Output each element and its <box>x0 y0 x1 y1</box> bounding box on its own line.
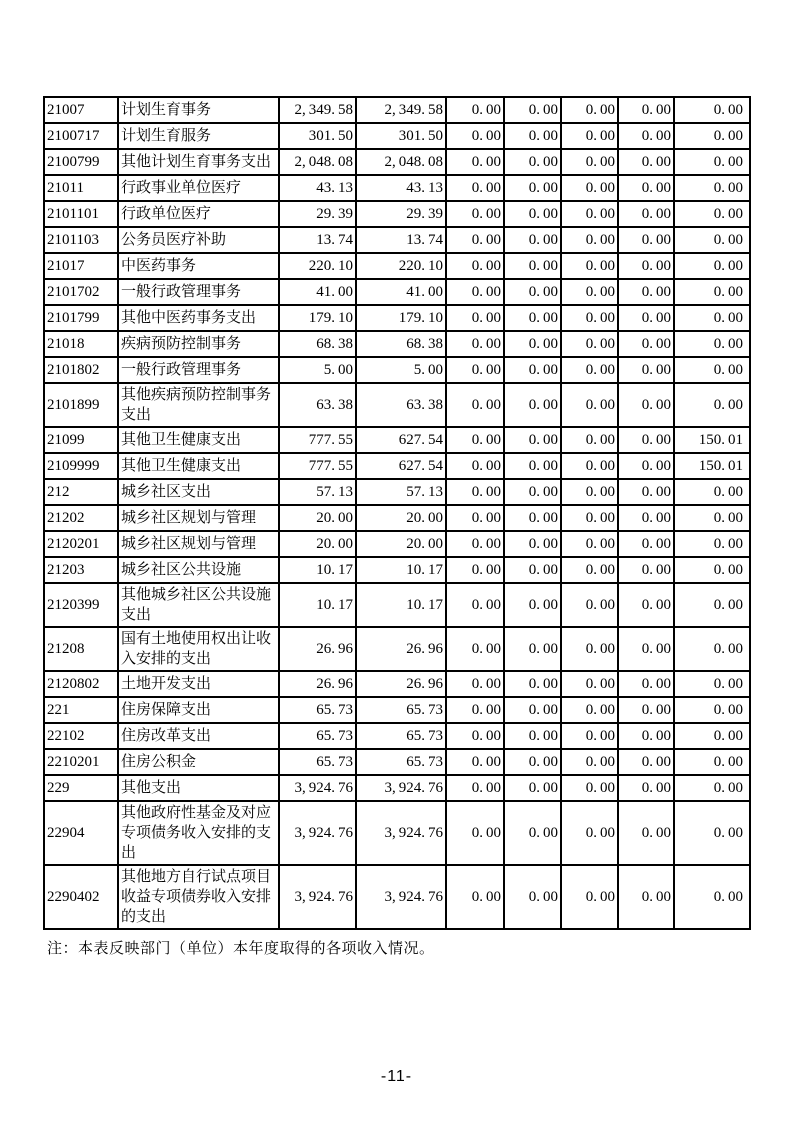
cell-value: 0. 00 <box>561 97 618 123</box>
table-row <box>44 123 750 149</box>
table-row <box>44 583 750 627</box>
cell-value: 0. 00 <box>446 175 504 201</box>
table-row <box>44 227 750 253</box>
table-row <box>44 357 750 383</box>
table-body <box>44 97 750 929</box>
cell-code: 21011 <box>44 175 118 201</box>
cell-value: 777. 55 <box>279 453 356 479</box>
cell-code: 21018 <box>44 331 118 357</box>
cell-value: 0. 00 <box>674 305 750 331</box>
cell-value: 0. 00 <box>504 697 561 723</box>
cell-value: 29. 39 <box>279 201 356 227</box>
table-row <box>44 801 750 865</box>
table-row <box>44 749 750 775</box>
cell-value: 179. 10 <box>356 305 446 331</box>
cell-value: 0. 00 <box>446 279 504 305</box>
cell-value: 0. 00 <box>618 531 674 557</box>
cell-value: 0. 00 <box>561 175 618 201</box>
cell-value: 0. 00 <box>674 123 750 149</box>
cell-code: 21017 <box>44 253 118 279</box>
cell-value: 2, 048. 08 <box>279 149 356 175</box>
cell-name: 其他中医药事务支出 <box>118 305 279 331</box>
cell-value: 0. 00 <box>446 671 504 697</box>
cell-code: 21203 <box>44 557 118 583</box>
cell-value: 26. 96 <box>279 627 356 671</box>
table-row <box>44 671 750 697</box>
cell-value: 0. 00 <box>446 383 504 427</box>
cell-name: 住房公积金 <box>118 749 279 775</box>
cell-value: 0. 00 <box>674 723 750 749</box>
cell-value: 57. 13 <box>356 479 446 505</box>
table-row <box>44 505 750 531</box>
cell-value: 150. 01 <box>674 427 750 453</box>
cell-value: 0. 00 <box>618 723 674 749</box>
cell-value: 0. 00 <box>561 357 618 383</box>
cell-value: 0. 00 <box>446 357 504 383</box>
cell-value: 0. 00 <box>674 331 750 357</box>
cell-value: 0. 00 <box>446 201 504 227</box>
income-table <box>43 96 751 930</box>
cell-value: 150. 01 <box>674 453 750 479</box>
cell-value: 0. 00 <box>504 671 561 697</box>
cell-value: 0. 00 <box>674 801 750 865</box>
cell-value: 0. 00 <box>446 557 504 583</box>
cell-value: 0. 00 <box>561 583 618 627</box>
table-row <box>44 627 750 671</box>
cell-value: 0. 00 <box>674 749 750 775</box>
cell-code: 21007 <box>44 97 118 123</box>
cell-value: 0. 00 <box>504 627 561 671</box>
cell-code: 2101103 <box>44 227 118 253</box>
cell-value: 13. 74 <box>356 227 446 253</box>
cell-value: 0. 00 <box>504 331 561 357</box>
cell-value: 301. 50 <box>279 123 356 149</box>
cell-value: 63. 38 <box>279 383 356 427</box>
cell-name: 其他疾病预防控制事务支出 <box>118 383 279 427</box>
cell-value: 0. 00 <box>618 305 674 331</box>
cell-value: 0. 00 <box>446 627 504 671</box>
cell-value: 0. 00 <box>674 227 750 253</box>
cell-value: 0. 00 <box>446 453 504 479</box>
cell-value: 627. 54 <box>356 427 446 453</box>
cell-value: 0. 00 <box>561 505 618 531</box>
cell-name: 住房改革支出 <box>118 723 279 749</box>
cell-value: 0. 00 <box>618 801 674 865</box>
cell-value: 68. 38 <box>279 331 356 357</box>
cell-value: 0. 00 <box>561 557 618 583</box>
cell-code: 2101899 <box>44 383 118 427</box>
cell-value: 0. 00 <box>561 305 618 331</box>
cell-value: 627. 54 <box>356 453 446 479</box>
cell-value: 0. 00 <box>674 479 750 505</box>
cell-value: 65. 73 <box>356 749 446 775</box>
cell-value: 0. 00 <box>561 201 618 227</box>
cell-value: 0. 00 <box>504 479 561 505</box>
cell-value: 0. 00 <box>618 253 674 279</box>
cell-value: 0. 00 <box>618 627 674 671</box>
cell-value: 0. 00 <box>504 723 561 749</box>
cell-value: 0. 00 <box>561 531 618 557</box>
cell-value: 0. 00 <box>618 427 674 453</box>
cell-name: 其他地方自行试点项目收益专项债券收入安排的支出 <box>118 865 279 929</box>
cell-code: 2120399 <box>44 583 118 627</box>
cell-name: 城乡社区支出 <box>118 479 279 505</box>
cell-code: 2120201 <box>44 531 118 557</box>
cell-value: 0. 00 <box>674 557 750 583</box>
cell-value: 0. 00 <box>504 201 561 227</box>
cell-value: 0. 00 <box>618 505 674 531</box>
cell-value: 0. 00 <box>504 253 561 279</box>
cell-value: 0. 00 <box>561 723 618 749</box>
cell-name: 一般行政管理事务 <box>118 279 279 305</box>
cell-code: 22904 <box>44 801 118 865</box>
cell-name: 国有土地使用权出让收入安排的支出 <box>118 627 279 671</box>
cell-value: 5. 00 <box>279 357 356 383</box>
cell-value: 0. 00 <box>618 557 674 583</box>
cell-value: 10. 17 <box>356 583 446 627</box>
table-row <box>44 175 750 201</box>
cell-value: 0. 00 <box>446 801 504 865</box>
cell-value: 0. 00 <box>561 479 618 505</box>
cell-value: 3, 924. 76 <box>279 775 356 801</box>
table-row <box>44 279 750 305</box>
cell-value: 0. 00 <box>561 697 618 723</box>
cell-name: 计划生育服务 <box>118 123 279 149</box>
cell-value: 20. 00 <box>279 505 356 531</box>
cell-value: 29. 39 <box>356 201 446 227</box>
cell-value: 0. 00 <box>561 427 618 453</box>
cell-value: 0. 00 <box>504 149 561 175</box>
cell-code: 221 <box>44 697 118 723</box>
cell-value: 0. 00 <box>446 865 504 929</box>
cell-value: 0. 00 <box>674 865 750 929</box>
cell-value: 0. 00 <box>446 331 504 357</box>
cell-value: 65. 73 <box>279 723 356 749</box>
cell-value: 20. 00 <box>356 531 446 557</box>
cell-value: 0. 00 <box>674 175 750 201</box>
cell-value: 0. 00 <box>561 453 618 479</box>
cell-value: 0. 00 <box>446 749 504 775</box>
cell-name: 城乡社区规划与管理 <box>118 505 279 531</box>
cell-code: 2100799 <box>44 149 118 175</box>
cell-value: 0. 00 <box>561 383 618 427</box>
cell-value: 0. 00 <box>446 723 504 749</box>
cell-name: 行政单位医疗 <box>118 201 279 227</box>
cell-name: 一般行政管理事务 <box>118 357 279 383</box>
cell-value: 0. 00 <box>561 123 618 149</box>
cell-value: 0. 00 <box>561 227 618 253</box>
cell-name: 疾病预防控制事务 <box>118 331 279 357</box>
cell-value: 0. 00 <box>446 531 504 557</box>
cell-value: 0. 00 <box>674 583 750 627</box>
cell-code: 2101101 <box>44 201 118 227</box>
cell-value: 0. 00 <box>674 149 750 175</box>
cell-value: 0. 00 <box>561 331 618 357</box>
cell-value: 0. 00 <box>561 801 618 865</box>
cell-value: 0. 00 <box>618 697 674 723</box>
table-row <box>44 723 750 749</box>
cell-value: 0. 00 <box>446 123 504 149</box>
cell-value: 0. 00 <box>618 97 674 123</box>
table-row <box>44 531 750 557</box>
cell-name: 其他城乡社区公共设施支出 <box>118 583 279 627</box>
cell-value: 0. 00 <box>446 227 504 253</box>
cell-value: 0. 00 <box>618 671 674 697</box>
cell-value: 0. 00 <box>504 357 561 383</box>
cell-value: 0. 00 <box>618 479 674 505</box>
cell-value: 65. 73 <box>356 723 446 749</box>
cell-name: 其他政府性基金及对应专项债务收入安排的支出 <box>118 801 279 865</box>
cell-code: 2120802 <box>44 671 118 697</box>
cell-value: 0. 00 <box>618 201 674 227</box>
table-row <box>44 453 750 479</box>
cell-value: 0. 00 <box>561 279 618 305</box>
cell-value: 0. 00 <box>674 671 750 697</box>
cell-value: 0. 00 <box>674 201 750 227</box>
cell-name: 公务员医疗补助 <box>118 227 279 253</box>
cell-value: 41. 00 <box>279 279 356 305</box>
cell-value: 43. 13 <box>356 175 446 201</box>
cell-value: 0. 00 <box>504 305 561 331</box>
cell-value: 0. 00 <box>618 749 674 775</box>
cell-value: 65. 73 <box>279 697 356 723</box>
cell-value: 26. 96 <box>279 671 356 697</box>
cell-value: 0. 00 <box>446 583 504 627</box>
cell-value: 0. 00 <box>446 427 504 453</box>
cell-code: 21202 <box>44 505 118 531</box>
cell-value: 0. 00 <box>446 775 504 801</box>
table-row <box>44 557 750 583</box>
cell-value: 0. 00 <box>561 253 618 279</box>
table-row <box>44 865 750 929</box>
cell-code: 229 <box>44 775 118 801</box>
cell-value: 0. 00 <box>561 149 618 175</box>
table-row <box>44 201 750 227</box>
cell-name: 其他计划生育事务支出 <box>118 149 279 175</box>
table-row <box>44 253 750 279</box>
cell-value: 3, 924. 76 <box>356 801 446 865</box>
cell-code: 2210201 <box>44 749 118 775</box>
cell-value: 0. 00 <box>446 149 504 175</box>
cell-value: 0. 00 <box>504 227 561 253</box>
cell-value: 0. 00 <box>446 697 504 723</box>
cell-value: 0. 00 <box>504 383 561 427</box>
cell-name: 土地开发支出 <box>118 671 279 697</box>
cell-value: 301. 50 <box>356 123 446 149</box>
cell-value: 0. 00 <box>618 775 674 801</box>
cell-value: 65. 73 <box>356 697 446 723</box>
cell-value: 20. 00 <box>279 531 356 557</box>
cell-value: 13. 74 <box>279 227 356 253</box>
cell-value: 3, 924. 76 <box>279 801 356 865</box>
cell-value: 0. 00 <box>618 453 674 479</box>
table-row <box>44 97 750 123</box>
cell-value: 26. 96 <box>356 671 446 697</box>
cell-value: 0. 00 <box>504 123 561 149</box>
cell-name: 其他卫生健康支出 <box>118 427 279 453</box>
cell-value: 2, 349. 58 <box>279 97 356 123</box>
cell-code: 2101702 <box>44 279 118 305</box>
cell-value: 0. 00 <box>618 149 674 175</box>
page-number: -11- <box>380 1068 413 1085</box>
cell-value: 0. 00 <box>504 557 561 583</box>
cell-value: 0. 00 <box>504 505 561 531</box>
cell-value: 10. 17 <box>279 557 356 583</box>
cell-code: 2290402 <box>44 865 118 929</box>
cell-value: 65. 73 <box>279 749 356 775</box>
cell-value: 0. 00 <box>446 505 504 531</box>
cell-name: 城乡社区公共设施 <box>118 557 279 583</box>
cell-value: 57. 13 <box>279 479 356 505</box>
cell-value: 0. 00 <box>504 749 561 775</box>
cell-value: 179. 10 <box>279 305 356 331</box>
cell-name: 城乡社区规划与管理 <box>118 531 279 557</box>
cell-value: 10. 17 <box>356 557 446 583</box>
cell-value: 0. 00 <box>674 357 750 383</box>
cell-value: 0. 00 <box>618 583 674 627</box>
table-row <box>44 383 750 427</box>
cell-code: 21208 <box>44 627 118 671</box>
cell-value: 0. 00 <box>674 531 750 557</box>
cell-code: 2109999 <box>44 453 118 479</box>
cell-value: 0. 00 <box>504 775 561 801</box>
cell-value: 0. 00 <box>674 383 750 427</box>
cell-value: 0. 00 <box>618 279 674 305</box>
cell-name: 行政事业单位医疗 <box>118 175 279 201</box>
cell-value: 3, 924. 76 <box>356 775 446 801</box>
cell-code: 21099 <box>44 427 118 453</box>
cell-value: 0. 00 <box>504 427 561 453</box>
table-row <box>44 479 750 505</box>
cell-value: 3, 924. 76 <box>356 865 446 929</box>
cell-value: 0. 00 <box>504 97 561 123</box>
cell-value: 2, 048. 08 <box>356 149 446 175</box>
cell-value: 0. 00 <box>618 383 674 427</box>
cell-value: 220. 10 <box>356 253 446 279</box>
cell-value: 0. 00 <box>618 123 674 149</box>
cell-value: 0. 00 <box>618 227 674 253</box>
cell-value: 10. 17 <box>279 583 356 627</box>
cell-value: 0. 00 <box>561 775 618 801</box>
cell-code: 22102 <box>44 723 118 749</box>
table-row <box>44 697 750 723</box>
cell-code: 2100717 <box>44 123 118 149</box>
cell-value: 0. 00 <box>561 749 618 775</box>
cell-value: 43. 13 <box>279 175 356 201</box>
cell-value: 0. 00 <box>504 453 561 479</box>
cell-value: 68. 38 <box>356 331 446 357</box>
cell-value: 0. 00 <box>674 97 750 123</box>
cell-code: 2101799 <box>44 305 118 331</box>
table-container <box>43 96 749 958</box>
cell-value: 0. 00 <box>561 865 618 929</box>
cell-value: 0. 00 <box>618 175 674 201</box>
table-row <box>44 775 750 801</box>
cell-value: 0. 00 <box>504 801 561 865</box>
cell-value: 41. 00 <box>356 279 446 305</box>
cell-value: 0. 00 <box>561 671 618 697</box>
cell-code: 2101802 <box>44 357 118 383</box>
cell-value: 0. 00 <box>674 775 750 801</box>
cell-value: 0. 00 <box>674 505 750 531</box>
cell-name: 计划生育事务 <box>118 97 279 123</box>
cell-value: 26. 96 <box>356 627 446 671</box>
cell-value: 2, 349. 58 <box>356 97 446 123</box>
cell-value: 3, 924. 76 <box>279 865 356 929</box>
table-row <box>44 427 750 453</box>
cell-value: 0. 00 <box>674 697 750 723</box>
cell-value: 63. 38 <box>356 383 446 427</box>
cell-value: 0. 00 <box>504 531 561 557</box>
cell-name: 住房保障支出 <box>118 697 279 723</box>
cell-name: 其他支出 <box>118 775 279 801</box>
table-row <box>44 305 750 331</box>
cell-value: 0. 00 <box>618 331 674 357</box>
cell-name: 中医药事务 <box>118 253 279 279</box>
cell-value: 0. 00 <box>446 479 504 505</box>
cell-value: 0. 00 <box>446 97 504 123</box>
cell-value: 0. 00 <box>674 253 750 279</box>
cell-value: 0. 00 <box>504 279 561 305</box>
cell-name: 其他卫生健康支出 <box>118 453 279 479</box>
cell-value: 0. 00 <box>504 175 561 201</box>
table-row <box>44 331 750 357</box>
cell-value: 0. 00 <box>504 583 561 627</box>
cell-value: 0. 00 <box>446 253 504 279</box>
cell-value: 0. 00 <box>504 865 561 929</box>
table-row <box>44 149 750 175</box>
cell-value: 0. 00 <box>561 627 618 671</box>
cell-value: 777. 55 <box>279 427 356 453</box>
cell-value: 0. 00 <box>674 279 750 305</box>
cell-value: 0. 00 <box>618 865 674 929</box>
cell-value: 0. 00 <box>618 357 674 383</box>
cell-value: 220. 10 <box>279 253 356 279</box>
cell-value: 0. 00 <box>674 627 750 671</box>
cell-value: 20. 00 <box>356 505 446 531</box>
cell-value: 5. 00 <box>356 357 446 383</box>
table-note: 注：本表反映部门（单位）本年度取得的各项收入情况。 <box>47 941 435 957</box>
cell-code: 212 <box>44 479 118 505</box>
cell-value: 0. 00 <box>446 305 504 331</box>
